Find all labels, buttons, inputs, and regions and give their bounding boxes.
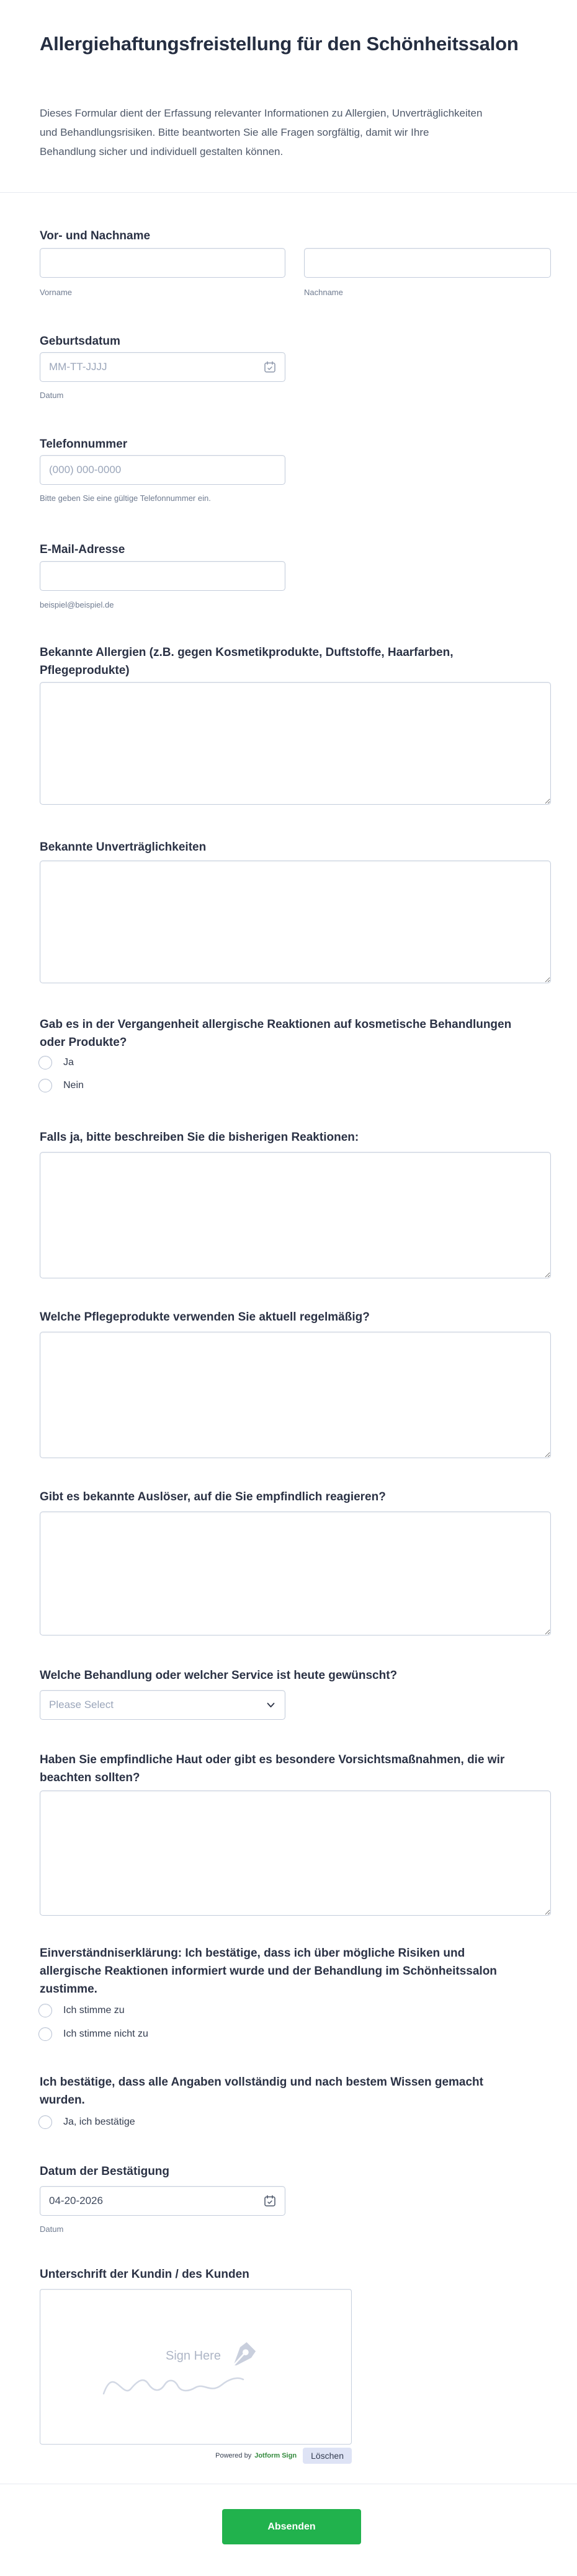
known-triggers-label: Gibt es bekannte Auslöser, auf die Sie empfindlich reagieren? (40, 1490, 386, 1503)
consent-option-disagree[interactable] (38, 2027, 148, 2041)
radio-label: Ich stimme zu (63, 2005, 125, 2016)
radio-circle[interactable] (38, 2027, 52, 2041)
email-input[interactable] (40, 561, 285, 591)
current-products-label: Welche Pflegeprodukte verwenden Sie aktuell regelmäßig? (40, 1311, 370, 1324)
phone-sublabel: Bitte geben Sie eine gültige Telefonnummer ein. (40, 494, 211, 503)
signature-pad[interactable] (40, 2289, 352, 2445)
birthdate-label: Geburtsdatum (40, 335, 120, 348)
signature-label: Unterschrift der Kundin / des Kunden (40, 2268, 249, 2281)
radio-circle[interactable] (38, 2004, 52, 2017)
first-name-sublabel: Vorname (40, 288, 73, 297)
radio-circle[interactable] (38, 1079, 52, 1092)
reaction-details-label: Falls ja, bitte beschreiben Sie die bisherigen Reaktionen: (40, 1131, 359, 1144)
intolerances-label: Bekannte Unverträglichkeiten (40, 841, 207, 854)
last-name-input[interactable] (304, 248, 551, 278)
jotform-sign-brand[interactable]: Jotform Sign (254, 2452, 297, 2459)
allergies-textarea[interactable] (40, 682, 551, 805)
phone-input[interactable] (40, 455, 285, 485)
confirmation-date-sublabel: Datum (40, 2224, 64, 2234)
select-placeholder: Please Select (49, 1699, 114, 1711)
pen-nib-icon (226, 2339, 259, 2375)
page-title: Allergiehaftungsfreistellung für den Schönheitssalon (40, 33, 519, 55)
chevron-down-icon (267, 1702, 275, 1708)
current-products-textarea[interactable] (40, 1332, 551, 1458)
calendar-icon[interactable] (264, 2195, 276, 2210)
signature-clear-button[interactable]: Löschen (303, 2448, 352, 2464)
header-divider (0, 192, 577, 193)
calendar-icon[interactable] (264, 361, 276, 376)
submit-button[interactable]: Absenden (222, 2509, 361, 2544)
sensitive-skin-label: Haben Sie empfindliche Haut oder gibt es besondere Vorsichtsmaßnahmen, die wir beachten sollten? (40, 1753, 505, 1784)
birthdate-input[interactable] (40, 352, 285, 382)
desired-service-label: Welche Behandlung oder welcher Service ist heute gewünscht? (40, 1669, 398, 1682)
birthdate-sublabel: Datum (40, 391, 64, 400)
radio-label: Nein (63, 1080, 84, 1091)
radio-label: Ja, ich bestätige (63, 2117, 135, 2127)
first-name-input[interactable] (40, 248, 285, 278)
sign-here-text: Sign Here (166, 2349, 221, 2363)
completeness-option-confirm[interactable] (38, 2115, 135, 2129)
consent-label: Einverständniserklärung: Ich bestätige, dass ich über mögliche Risiken und allergische Reaktionen informiert wurde und der Behandlung im Schönheitssalon zustimme. (40, 1947, 497, 1996)
radio-circle[interactable] (38, 2115, 52, 2129)
past-reactions-option-nein[interactable] (38, 1079, 84, 1092)
radio-circle[interactable] (38, 1056, 52, 1069)
signature-footer (40, 2448, 352, 2464)
last-name-sublabel: Nachname (304, 288, 343, 297)
email-sublabel: beispiel@beispiel.de (40, 600, 114, 609)
consent-option-agree[interactable] (38, 2004, 125, 2017)
past-reactions-option-ja[interactable] (38, 1056, 74, 1069)
form-description: Dieses Formular dient der Erfassung relevanter Informationen zu Allergien, Unverträglichkeiten und Behandlungsrisiken. Bitte beantworten Sie alle Fragen sorgfältig, damit wir Ihre Behandlung sicher und individuell gestalten können. (40, 107, 483, 157)
completeness-label: Ich bestätige, dass alle Angaben vollständig und nach bestem Wissen gemacht wurden. (40, 2076, 483, 2107)
powered-by-text: Powered by (215, 2452, 252, 2459)
intolerances-textarea[interactable] (40, 861, 551, 983)
allergies-label: Bekannte Allergien (z.B. gegen Kosmetikprodukte, Duftstoffe, Haarfarben, Pflegeprodukte) (40, 646, 454, 677)
desired-service-select[interactable] (40, 1690, 285, 1720)
reaction-details-textarea[interactable] (40, 1152, 551, 1278)
phone-label: Telefonnummer (40, 438, 128, 451)
radio-label: Ja (63, 1057, 74, 1068)
past-reactions-label: Gab es in der Vergangenheit allergische Reaktionen auf kosmetische Behandlungen oder Produkte? (40, 1018, 512, 1049)
sensitive-skin-textarea[interactable] (40, 1790, 551, 1916)
fullname-label: Vor- und Nachname (40, 229, 151, 242)
confirmation-date-label: Datum der Bestätigung (40, 2165, 170, 2178)
signature-squiggle (101, 2359, 245, 2406)
known-triggers-textarea[interactable] (40, 1512, 551, 1635)
confirmation-date-input[interactable] (40, 2186, 285, 2216)
radio-label: Ich stimme nicht zu (63, 2029, 148, 2039)
email-label: E-Mail-Adresse (40, 543, 125, 556)
